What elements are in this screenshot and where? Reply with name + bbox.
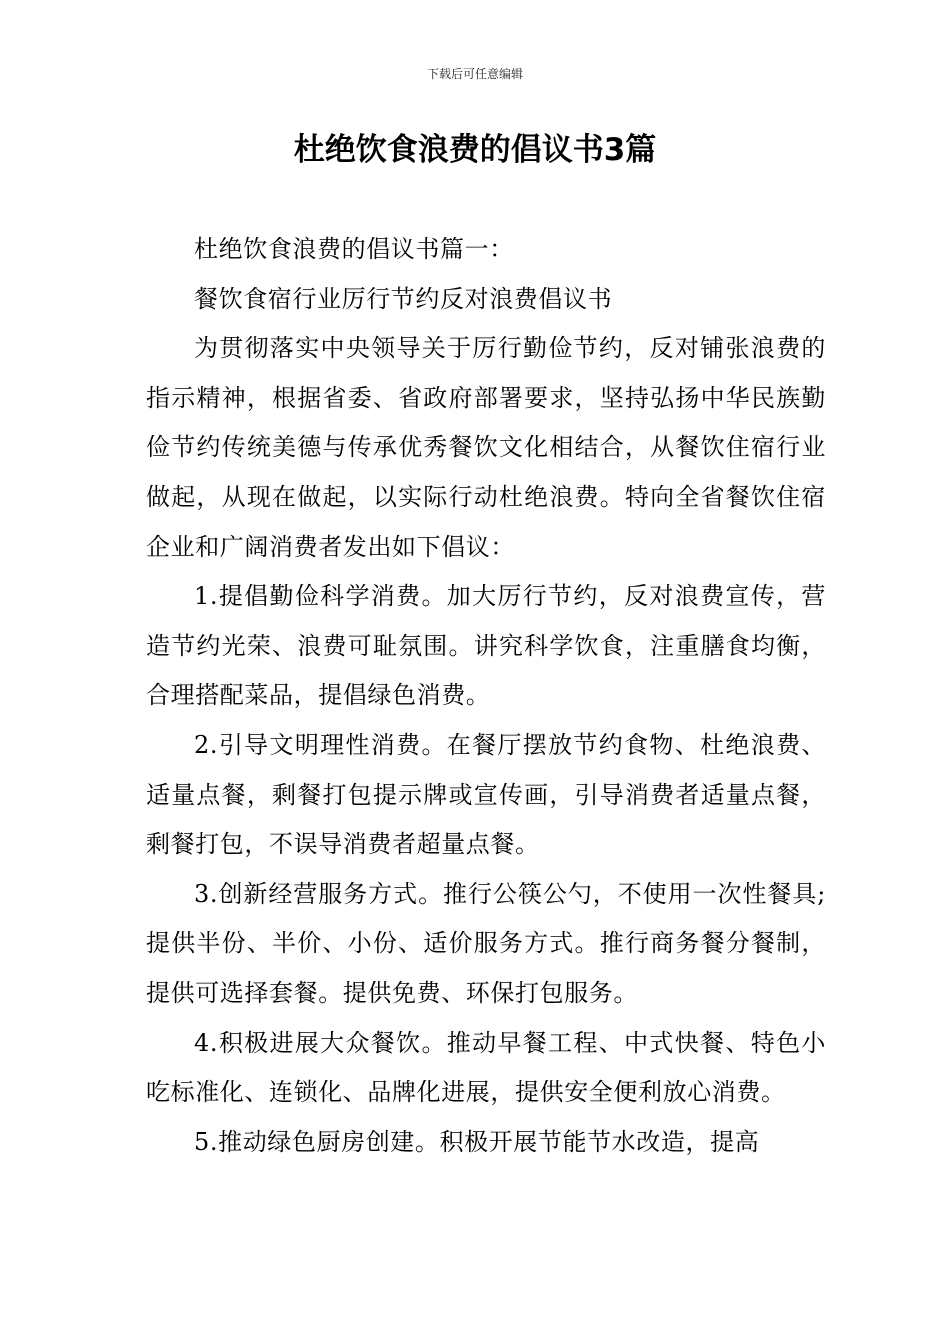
paragraph-intro: 为贯彻落实中央领导关于厉行勤俭节约，反对铺张浪费的指示精神，根据省委、省政府部署要求，坚持弘扬中华民族勤俭节约传统美德与传承优秀餐饮文化相结合，从餐饮住宿行业做起，从现在做起，以实际行动杜绝浪费。特向全省餐饮住宿企业和广阔消费者发出如下倡议： [146,334,826,561]
paragraph-item-2: 2.引导文明理性消费。在餐厅摆放节约食物、杜绝浪费、适量点餐，剩餐打包提示牌或宣传画，引导消费者适量点餐，剩餐打包，不误导消费者超量点餐。 [146,730,826,859]
document-body [146,225,826,1167]
header-note: 下载后可任意编辑 [426,67,523,81]
document-title: 杜绝饮食浪费的倡议书3篇 [293,132,657,168]
paragraph-item-5: 5.推动绿色厨房创建。积极开展节能节水改造，提高 [194,1127,760,1156]
paragraph-section-heading: 杜绝饮食浪费的倡议书篇一： [194,235,514,263]
paragraph-item-1: 1.提倡勤俭科学消费。加大厉行节约，反对浪费宣传，营造节约光荣、浪费可耻氛围。讲究科学饮食，注重膳食均衡，合理搭配菜品，提倡绿色消费。 [146,582,826,710]
paragraph-subtitle: 餐饮食宿行业厉行节约反对浪费倡议书 [194,284,613,313]
paragraph-item-3: 3.创新经营服务方式。推行公筷公勺，不使用一次性餐具;提供半份、半价、小份、适价服务方式。推行商务餐分餐制，提供可选择套餐。提供免费、环保打包服务。 [146,879,826,1007]
paragraph-item-4: 4.积极进展大众餐饮。推动早餐工程、中式快餐、特色小吃标准化、连锁化、品牌化进展，提供安全便利放心消费。 [146,1028,826,1107]
